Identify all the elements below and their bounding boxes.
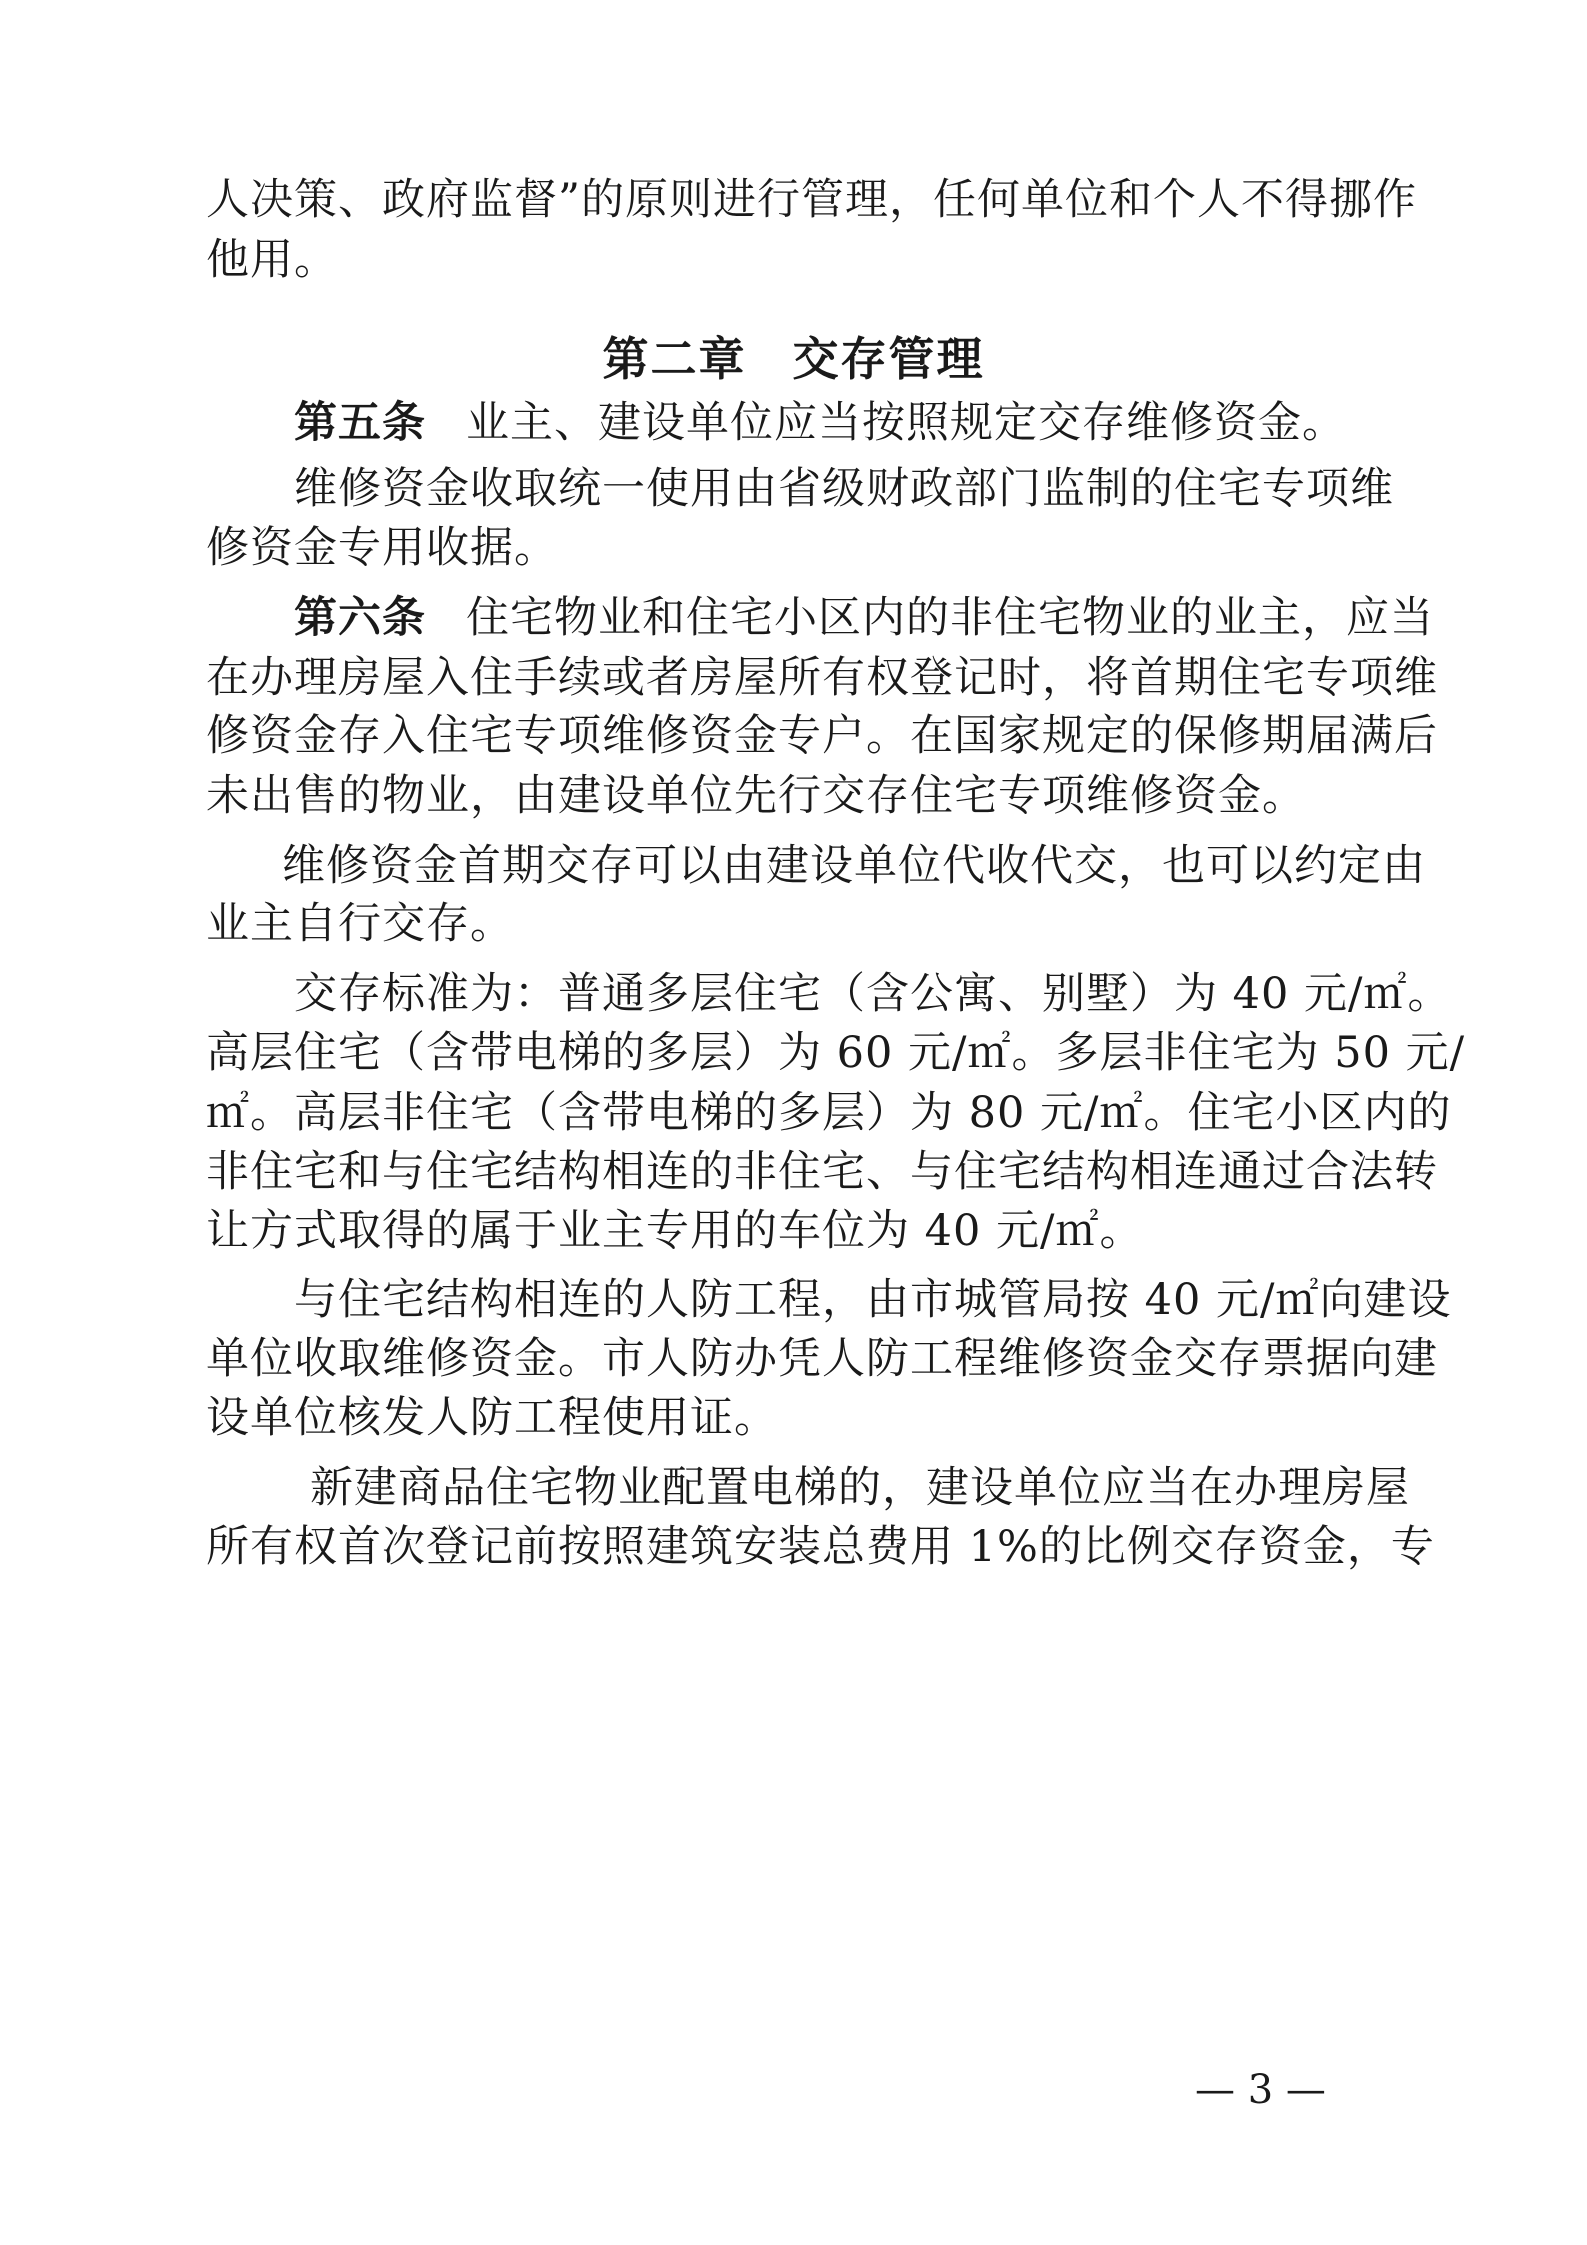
article-6-line-2: 在办理房屋入住手续或者房屋所有权登记时，将首期住宅专项维 [206, 653, 1438, 703]
elevator-line-1: 新建商品住宅物业配置电梯的，建设单位应当在办理房屋 [310, 1463, 1410, 1513]
receipt-line-2: 修资金专用收据。 [206, 523, 558, 573]
civil-defense-line-1: 与住宅结构相连的人防工程，由市城管局按 40 元/㎡向建设 [294, 1275, 1452, 1325]
article-6-label: 第六条 [294, 593, 426, 643]
first-deposit-line-1: 维修资金首期交存可以由建设单位代收代交，也可以约定由 [282, 841, 1426, 891]
page-number: — 3 — [1195, 2067, 1326, 2113]
first-deposit-line-2: 业主自行交存。 [206, 899, 514, 949]
civil-defense-line-2: 单位收取维修资金。市人防办凭人防工程维修资金交存票据向建 [206, 1334, 1438, 1384]
intro-line-1: 人决策、政府监督”的原则进行管理，任何单位和个人不得挪作 [206, 175, 1417, 225]
receipt-line-1: 维修资金收取统一使用由省级财政部门监制的住宅专项维 [294, 464, 1394, 514]
article-6-line-4: 未出售的物业，由建设单位先行交存住宅专项维修资金。 [206, 771, 1306, 821]
civil-defense-line-3: 设单位核发人防工程使用证。 [206, 1393, 778, 1443]
article-6-text-1: 住宅物业和住宅小区内的非住宅物业的业主，应当 [466, 593, 1434, 643]
standard-line-5: 让方式取得的属于业主专用的车位为 40 元/㎡。 [206, 1206, 1144, 1256]
article-6-line-1 [294, 588, 1434, 648]
elevator-line-2: 所有权首次登记前按照建筑安装总费用 1%的比例交存资金，专 [206, 1522, 1435, 1572]
article-6-line-3: 修资金存入住宅专项维修资金专户。在国家规定的保修期届满后 [206, 711, 1438, 761]
article-5 [294, 393, 1386, 453]
standard-line-3: ㎡。高层非住宅（含带电梯的多层）为 80 元/㎡。住宅小区内的 [206, 1088, 1452, 1138]
chapter-title: 交存管理 [792, 332, 985, 386]
standard-line-4: 非住宅和与住宅结构相连的非住宅、与住宅结构相连通过合法转 [206, 1147, 1438, 1197]
standard-line-2: 高层住宅（含带电梯的多层）为 60 元/㎡。多层非住宅为 50 元/ [206, 1028, 1466, 1078]
article-5-text: 业主、建设单位应当按照规定交存维修资金。 [466, 398, 1346, 448]
chapter-heading [0, 327, 1587, 391]
article-5-label: 第五条 [294, 398, 426, 448]
standard-line-1: 交存标准为：普通多层住宅（含公寓、别墅）为 40 元/㎡。 [294, 969, 1452, 1019]
intro-line-2: 他用。 [206, 235, 338, 285]
chapter-number: 第二章 [602, 332, 747, 386]
